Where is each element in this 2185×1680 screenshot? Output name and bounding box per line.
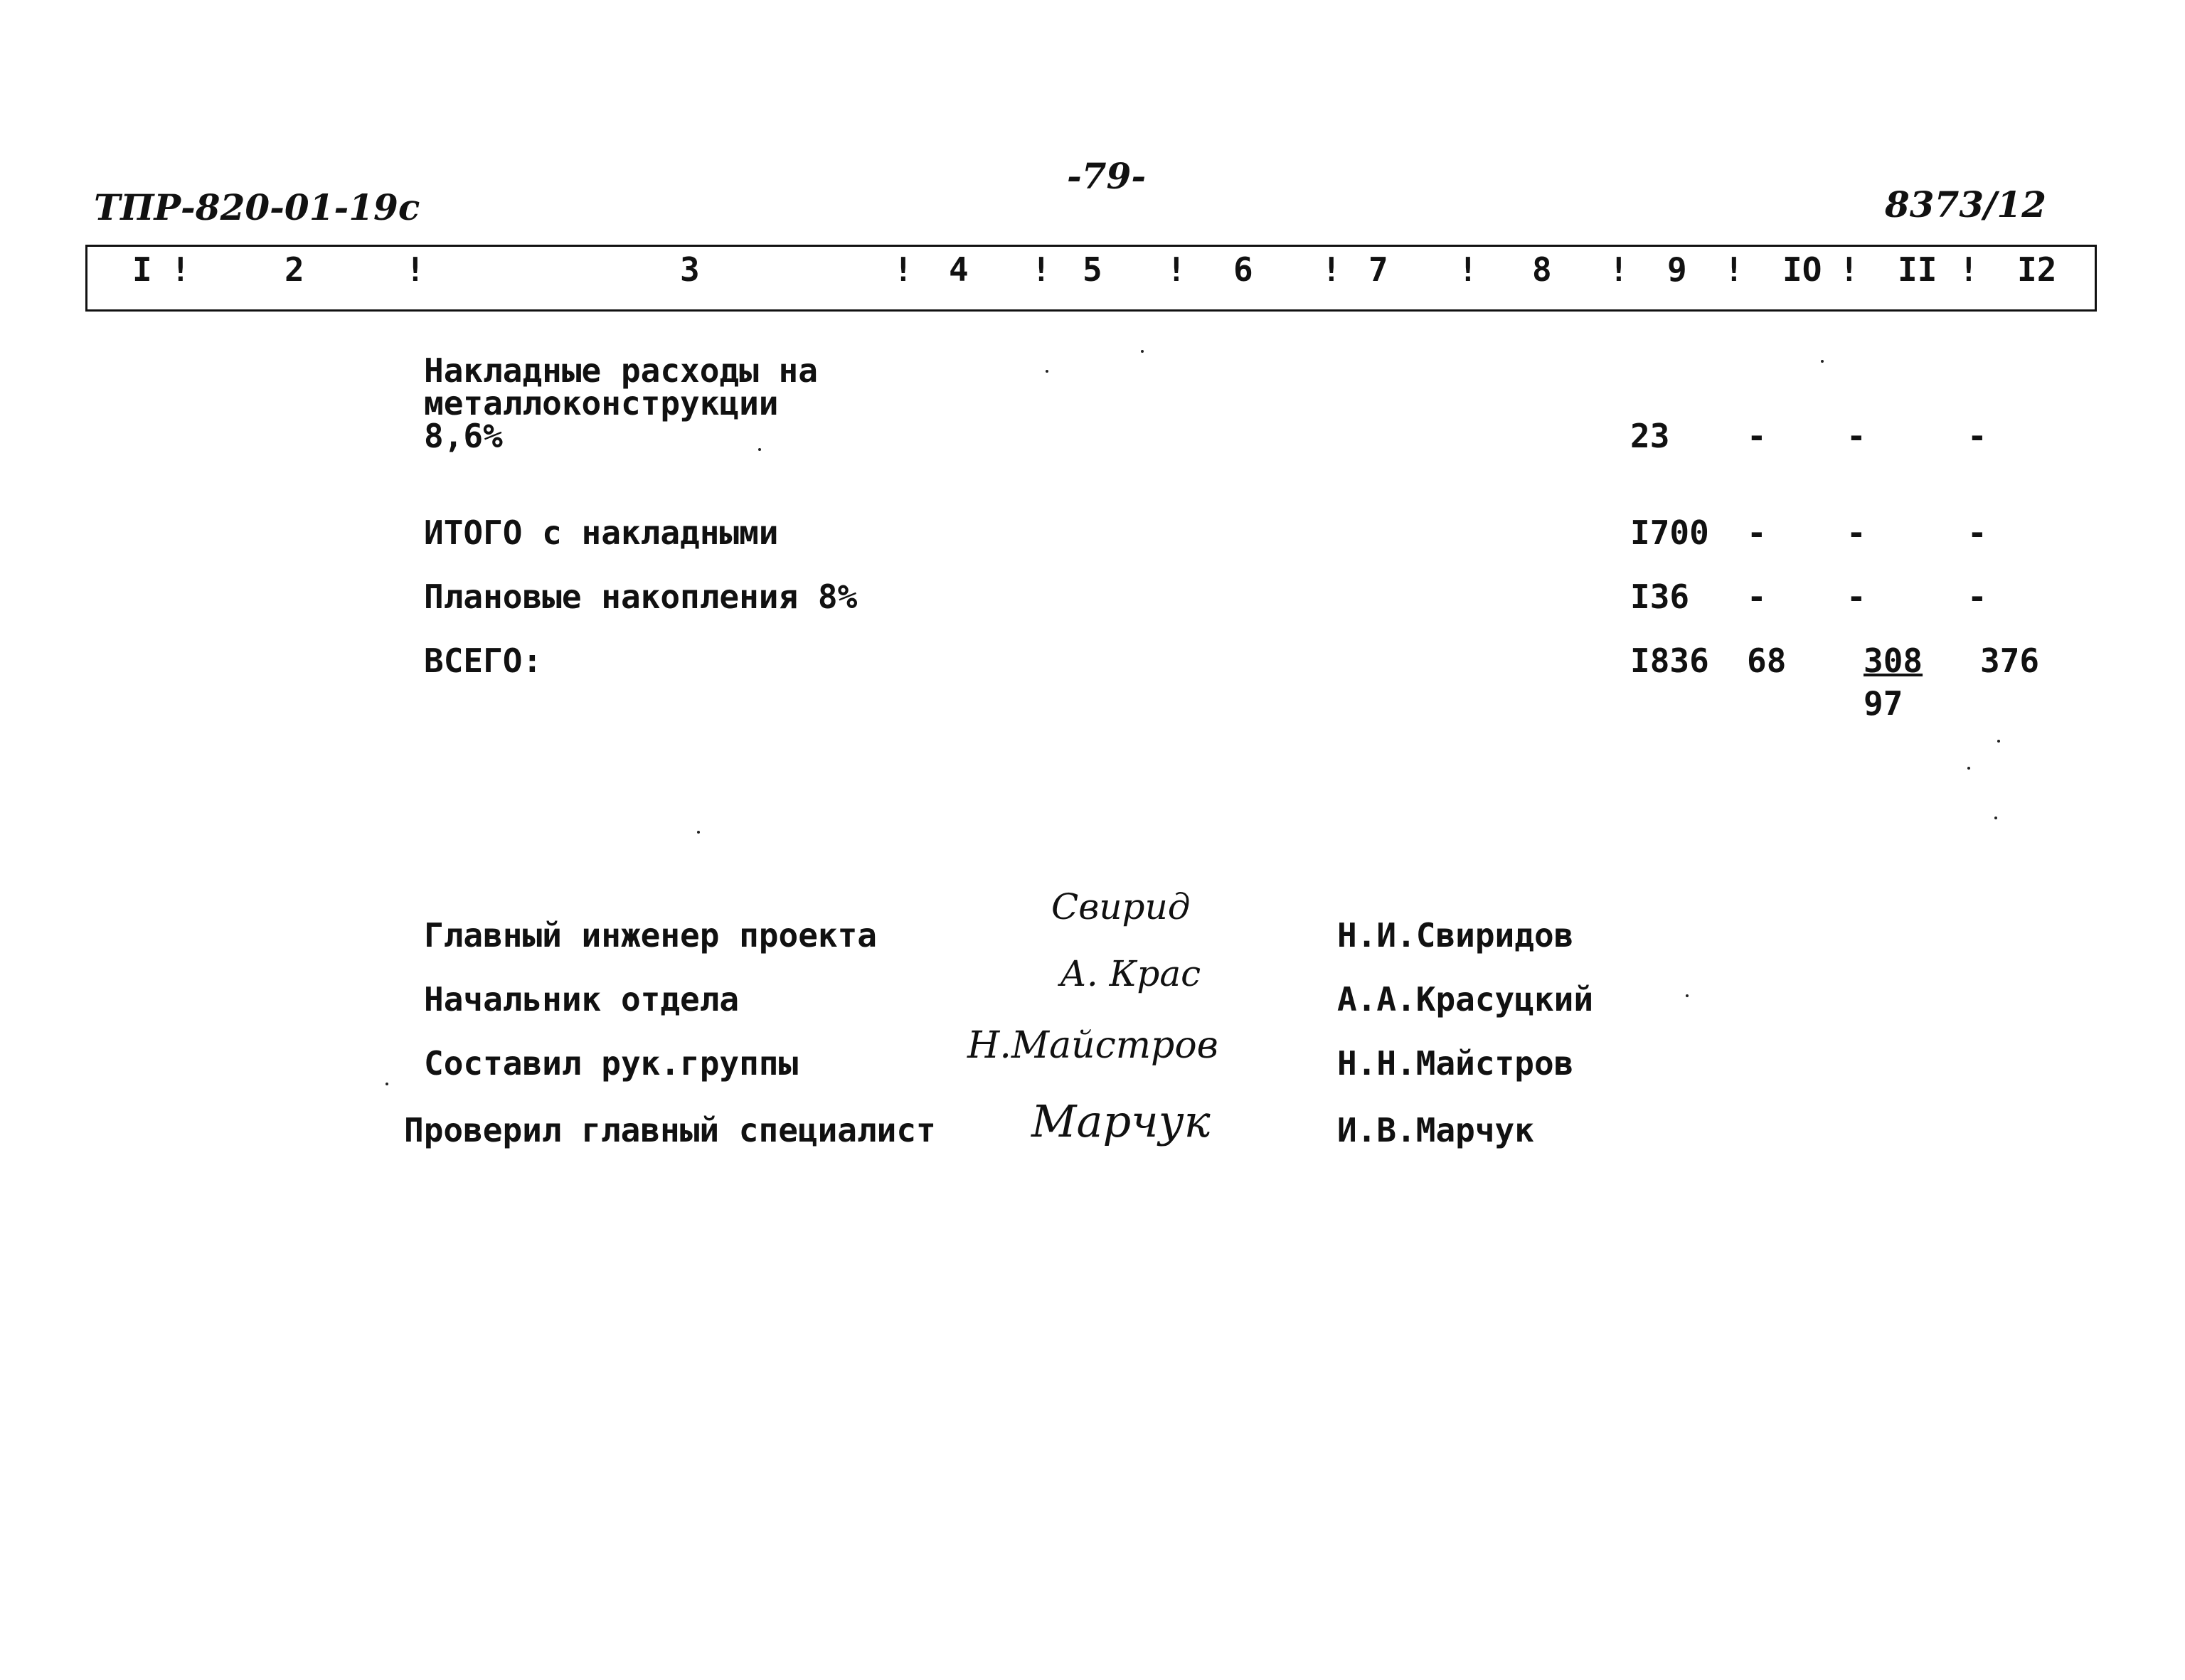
column-header-2: 2: [285, 250, 304, 289]
cell-col12: -: [1967, 417, 1987, 455]
scan-speck: [697, 831, 700, 834]
scan-speck: [1046, 370, 1048, 373]
cell-col12: -: [1967, 578, 1987, 616]
column-separator: !: [1031, 250, 1051, 289]
scan-speck: [758, 448, 761, 451]
column-separator: !: [1458, 250, 1478, 289]
column-header-8: 8: [1532, 250, 1552, 289]
scan-speck: [1967, 767, 1970, 770]
sheet-reference: 8373/12: [1885, 184, 2047, 225]
row-label: ИТОГО с накладными: [424, 514, 779, 552]
column-header-12: I2: [2017, 250, 2057, 289]
scan-speck: [1994, 817, 1997, 819]
scan-speck: [1997, 740, 2000, 743]
signature-role: Проверил главный специалист: [404, 1111, 936, 1149]
scan-speck: [1141, 350, 1144, 353]
cell-col10: 68: [1747, 642, 1787, 680]
cell-col10: -: [1747, 578, 1767, 616]
signature-name: И.В.Марчук: [1337, 1111, 1534, 1149]
cell-col9: 23: [1630, 417, 1670, 455]
signature-name: Н.И.Свиридов: [1337, 916, 1574, 955]
column-separator: !: [405, 250, 425, 289]
column-separator: !: [1322, 250, 1341, 289]
handwritten-signature: Свирид: [1051, 886, 1191, 927]
handwritten-signature: Марчук: [1031, 1095, 1211, 1147]
row-label: 8,6%: [424, 417, 503, 455]
column-separator: !: [1839, 250, 1859, 289]
column-separator: !: [171, 250, 191, 289]
cell-col11: -: [1846, 514, 1866, 552]
row-label-total: ВСЕГО:: [424, 642, 543, 680]
signature-role: Начальник отдела: [424, 980, 740, 1019]
row-label: Плановые накопления 8%: [424, 578, 858, 616]
column-separator: !: [893, 250, 913, 289]
column-header-3: 3: [680, 250, 700, 289]
cell-col9: I836: [1630, 642, 1709, 680]
signature-name: Н.Н.Майстров: [1337, 1044, 1574, 1083]
cell-col12: 376: [1980, 642, 2040, 680]
handwritten-signature: А. Крас: [1060, 953, 1201, 994]
column-header-10: IO: [1782, 250, 1822, 289]
column-separator: !: [1724, 250, 1744, 289]
cell-col11: -: [1846, 578, 1866, 616]
cell-col10: -: [1747, 417, 1767, 455]
page-number: -79-: [1067, 155, 1147, 197]
row-label: металлоконструкции: [424, 384, 779, 422]
column-header-5: 5: [1083, 250, 1102, 289]
handwritten-signature: Н.Майстров: [967, 1024, 1218, 1067]
cell-col9: I36: [1630, 578, 1690, 616]
scan-speck: [386, 1083, 388, 1085]
signature-role: Главный инженер проекта: [424, 916, 877, 955]
cell-col12: -: [1967, 514, 1987, 552]
cell-col10: -: [1747, 514, 1767, 552]
column-header-1: I: [132, 250, 152, 289]
scan-speck: [1821, 360, 1824, 363]
column-separator: !: [1609, 250, 1629, 289]
column-separator: !: [1166, 250, 1186, 289]
column-header-11: II: [1898, 250, 1937, 289]
column-separator: !: [1959, 250, 1979, 289]
cell-col9: I700: [1630, 514, 1709, 552]
cell-col11-denominator: 97: [1864, 684, 1903, 723]
column-header-7: 7: [1368, 250, 1388, 289]
scan-speck: [1686, 994, 1689, 997]
cell-col11: -: [1846, 417, 1866, 455]
row-label: Накладные расходы на: [424, 351, 818, 390]
document-code: ТПР-820-01-19с: [94, 186, 420, 228]
column-header-9: 9: [1667, 250, 1687, 289]
cell-col11-numerator: 308: [1864, 642, 1923, 680]
column-header-4: 4: [949, 250, 969, 289]
signature-name: А.А.Красуцкий: [1337, 980, 1594, 1019]
column-header-6: 6: [1233, 250, 1253, 289]
signature-role: Составил рук.группы: [424, 1044, 799, 1083]
